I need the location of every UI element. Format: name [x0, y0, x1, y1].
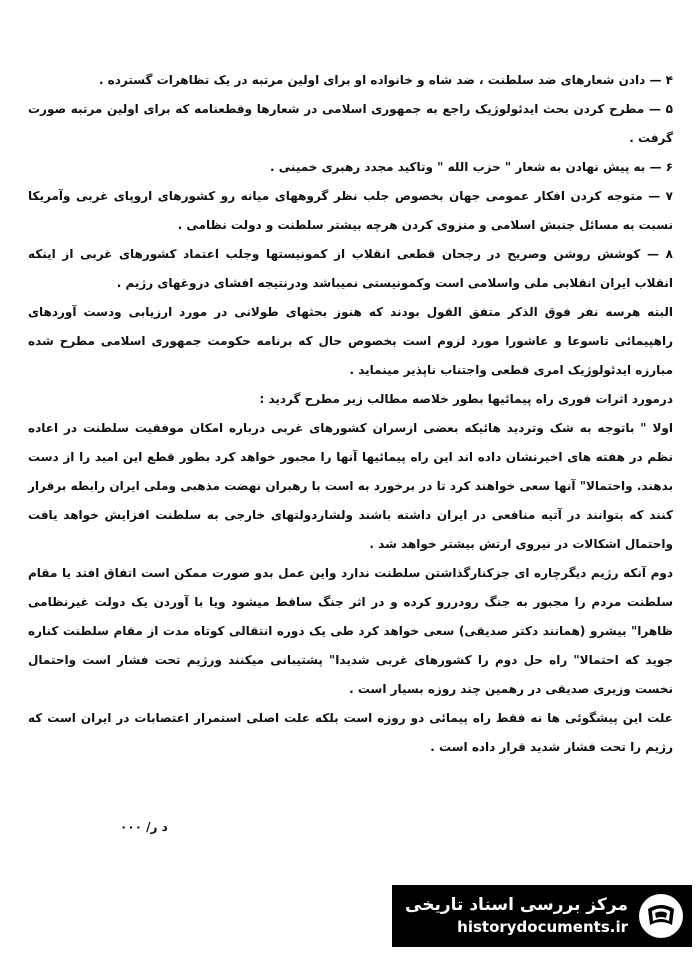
paragraph: درمورد اثرات فوری راه پیمائیها بطور خلاصه مطالب زیر مطرح گردید :: [259, 392, 673, 406]
reference-number: د ر/ ۰۰۰: [120, 820, 168, 834]
watermark: [392, 885, 692, 947]
list-item: ۴ — دادن شعارهای ضد سلطنت ، ضد شاه و خانواده او برای اولین مرتبه در یک تظاهرات گسترده .: [98, 73, 673, 87]
paragraph: البته هرسه نفر فوق الذکر متفق القول بودند که هنوز بحثهای طولانی در مورد ارزیابی ودست آوردهای راهپیمائی تاسوعا و عاشورا مورد لزوم است بخصوص حال که برنامه حکومت جمهوری اسلامی مطرح شده مبارزه ایدئولوژیک امری قطعی واجتناب ناپذیر مینماید .: [28, 305, 673, 377]
watermark-url: historydocuments.ir: [457, 918, 628, 936]
list-item: ۶ — به پیش نهادن به شعار " حزب الله " وتاکید مجدد رهبری خمینی .: [270, 160, 673, 174]
list-item: ۷ — متوجه کردن افکار عمومی جهان بخصوص جلب نظر گروههای میانه رو کشورهای اروپای غربی وآمریکا نسبت به مسائل جنبش اسلامی و منزوی کردن هرچه بیشتر سلطنت و دولت نظامی .: [28, 189, 673, 232]
watermark-text: [405, 894, 628, 938]
paragraph: اولا " باتوجه به شک وتردید هائیکه بعضی ازسران کشورهای غربی درباره امکان موفقیت سلطنت در اعاده نظم در هفته های اخیرنشان داده اند این راه پیمائیها آنها را مجبور خواهد کرد بطور قطع این امید را از دست بدهند. واحتمالا" آنها سعی خواهند کرد تا در برخورد به است با رهبران نهضت مذهبی وملی ایران رابطه برقرار کنند که بتوانند در آتیه منافعی در ایران داشته باشند ولشاردولتهای خارجی به سلطنت افزایش خواهد یافت واحتمال اشکالات در نیروی ارتش بیشتر خواهد شد .: [28, 421, 673, 551]
document-body: [28, 66, 673, 762]
list-item: ۵ — مطرح کردن بحث ایدئولوژیک راجع به جمهوری اسلامی در شعارها وقطعنامه که برای اولین مرتبه صورت گرفت .: [28, 102, 673, 145]
list-item: ۸ — کوشش روشن وصریح در رجحان قطعی انقلاب از کمونیستها وجلب اعتماد کشورهای غربی از اینکه انقلاب ایران انقلابی ملی واسلامی است وکمونیستی نمیباشد ودرنتیجه افشای دروغهای رژیم .: [28, 247, 673, 290]
archive-logo-icon: [636, 891, 686, 941]
watermark-title: مرکز بررسی اسناد تاریخی: [405, 895, 628, 915]
paragraph: دوم آنکه رژیم دیگرچاره ای جزکنارگذاشتن سلطنت ندارد واین عمل بدو صورت ممکن است اتفاق افتد یا مقام سلطنت مردم را مجبور به جنگ رودررو کرده و در اثر جنگ ساقط میشود ویا با آوردن یک دولت غیرنظامی ظاهرا" بیشرو (همانند دکتر صدیقی) سعی خواهد کرد طی یک دوره انتقالی کوتاه مدت از مقام سلطنت کناره جوید که احتمالا" راه حل دوم را کشورهای غربی شدیدا" پشتیبانی میکنند ورژیم تحت فشار است واحتمال نخست وزیری صدیقی در رهمین چند روزه بسیار است .: [28, 566, 673, 696]
paragraph: علت این پیشگوئی ها نه فقط راه پیمائی دو روزه است بلکه علت اصلی استمرار اعتصابات در ایران است که رژیم را تحت فشار شدید قرار داده است .: [28, 711, 673, 754]
